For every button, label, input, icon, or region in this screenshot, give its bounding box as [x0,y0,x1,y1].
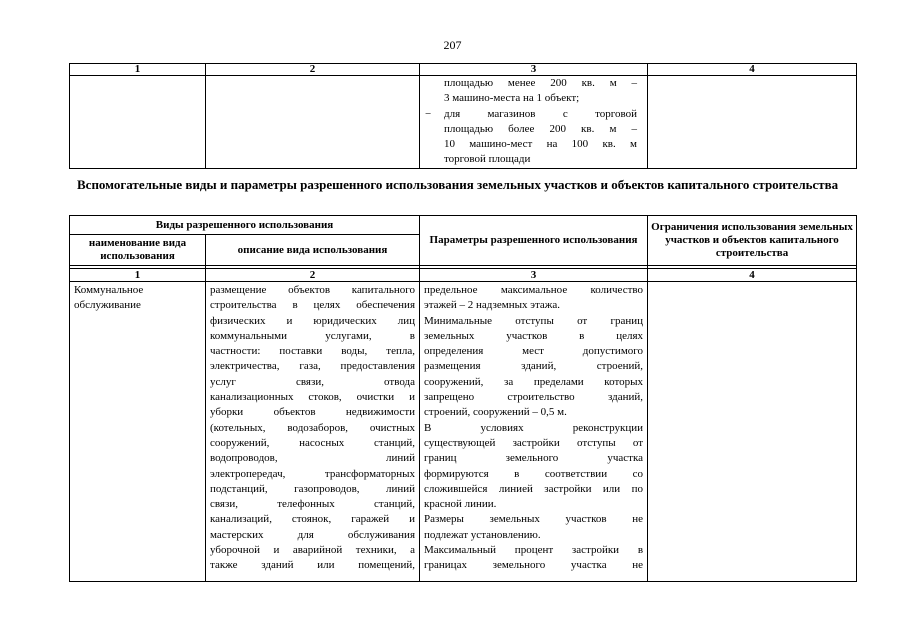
column-number: 2 [206,64,420,76]
parking-requirements-list [424,76,637,168]
header-restrictions: Ограничения использования земельных участков и объектов капитального строительства [648,216,857,266]
table-row [70,282,857,582]
parameter-line: этажей – 2 надземных этажа. [424,299,561,312]
empty-cell [206,76,420,169]
description-line: уборки объектов недвижимости [210,406,416,419]
restrictions-cell [648,282,857,582]
description-line: водопроводов, линий [210,452,416,465]
parameter-line: Максимальный процент застройки в [424,544,644,557]
description-line: связи, телефонных станций, [210,498,416,511]
column-number: 4 [648,64,857,76]
description-line: услуг связи, отвода [210,375,416,388]
section-heading: Вспомогательные виды и параметры разрешенного использования земельных участков и объектов капитального строительства [77,177,839,192]
parameter-line: формируются в соответствии со [424,467,644,480]
parameter-line: границах земельного участка не [424,559,644,572]
use-name-cell [70,282,206,582]
parameters-cell [420,282,648,582]
description-line: коммунальными услугами, в [210,329,416,342]
column-number: 1 [70,269,206,282]
description-line: сооружений, насосных станций, [210,436,416,449]
parameter-line: строений, сооружений – 0,5 м. [424,406,567,419]
header-parameters: Параметры разрешенного использования [420,216,648,266]
parameter-line: сложившейся линией застройки или по [424,482,644,495]
parameter-line: существующей застройки отступы от [424,436,644,449]
description-line: канализационных стоков, очистки и [210,391,416,404]
parameter-line: запрещено строительство зданий, [424,391,644,404]
column-number: 3 [420,64,648,76]
header-group-uses: Виды разрешенного использования [70,216,420,235]
list-line: − для магазинов с торговой [424,107,637,122]
description-line: канализаций, стоянок, гаражей и [210,513,416,526]
list-line: 10 машино-мест на 100 кв. м [444,138,637,151]
continuation-table [69,63,857,169]
description-line: строительства в целях обеспечения [210,299,416,312]
description-line: размещение объектов капитального [210,284,416,296]
description-line: подстанций, газопроводов, линий [210,482,416,495]
description-line: мастерских для обслуживания [210,528,416,541]
table-row [70,76,857,169]
header-use-description: описание вида использования [206,235,420,266]
parameter-line: Минимальные отступы от границ [424,314,644,327]
description-line: электричества, газа, предоставления [210,360,416,373]
description-line: уборочной и аварийной техники, а [210,544,416,557]
column-number-row [70,269,857,282]
parameter-line: В условиях реконструкции [424,421,644,434]
list-line: площадью менее 200 кв. м – [444,77,637,89]
auxiliary-uses-table [69,215,857,582]
page-number: 207 [443,38,462,52]
column-number: 3 [420,269,648,282]
description-line: электропередач, трансформаторных [210,467,416,480]
column-number-row [70,64,857,76]
use-description-cell [206,282,420,582]
list-line: 3 машино-места на 1 объект; [444,92,580,105]
parameter-line: размещения зданий, строений, [424,360,644,373]
parameter-line: сооружений, за пределами которых [424,375,644,388]
column-number: 4 [648,269,857,282]
parameters-cell [420,76,648,169]
description-line: физических и юридических лиц [210,314,416,327]
parameter-line: определения мест допустимого [424,345,644,358]
list-line: торговой площади [444,153,531,166]
header-use-name: наименование вида использования [70,235,206,266]
parameter-line: подлежат установлению. [424,528,541,541]
parameter-line: границ земельного участка [424,452,644,465]
column-number: 1 [70,64,206,76]
description-line: (котельных, водозаборов, очистных [210,421,416,434]
parameter-line: земельных участков в целях [424,329,644,342]
empty-cell [70,76,206,169]
parameter-line: красной линии. [424,498,497,511]
parameter-line: Размеры земельных участков не [424,513,644,526]
description-line: также зданий или помещений, [210,559,416,572]
use-name: Коммунальное обслуживание [74,284,144,312]
empty-cell [648,76,857,169]
description-line: частности: поставки воды, тепла, [210,345,416,358]
parameter-line: предельное максимальное количество [424,284,644,296]
column-number: 2 [206,269,420,282]
list-line: площадью более 200 кв. м – [444,122,637,135]
